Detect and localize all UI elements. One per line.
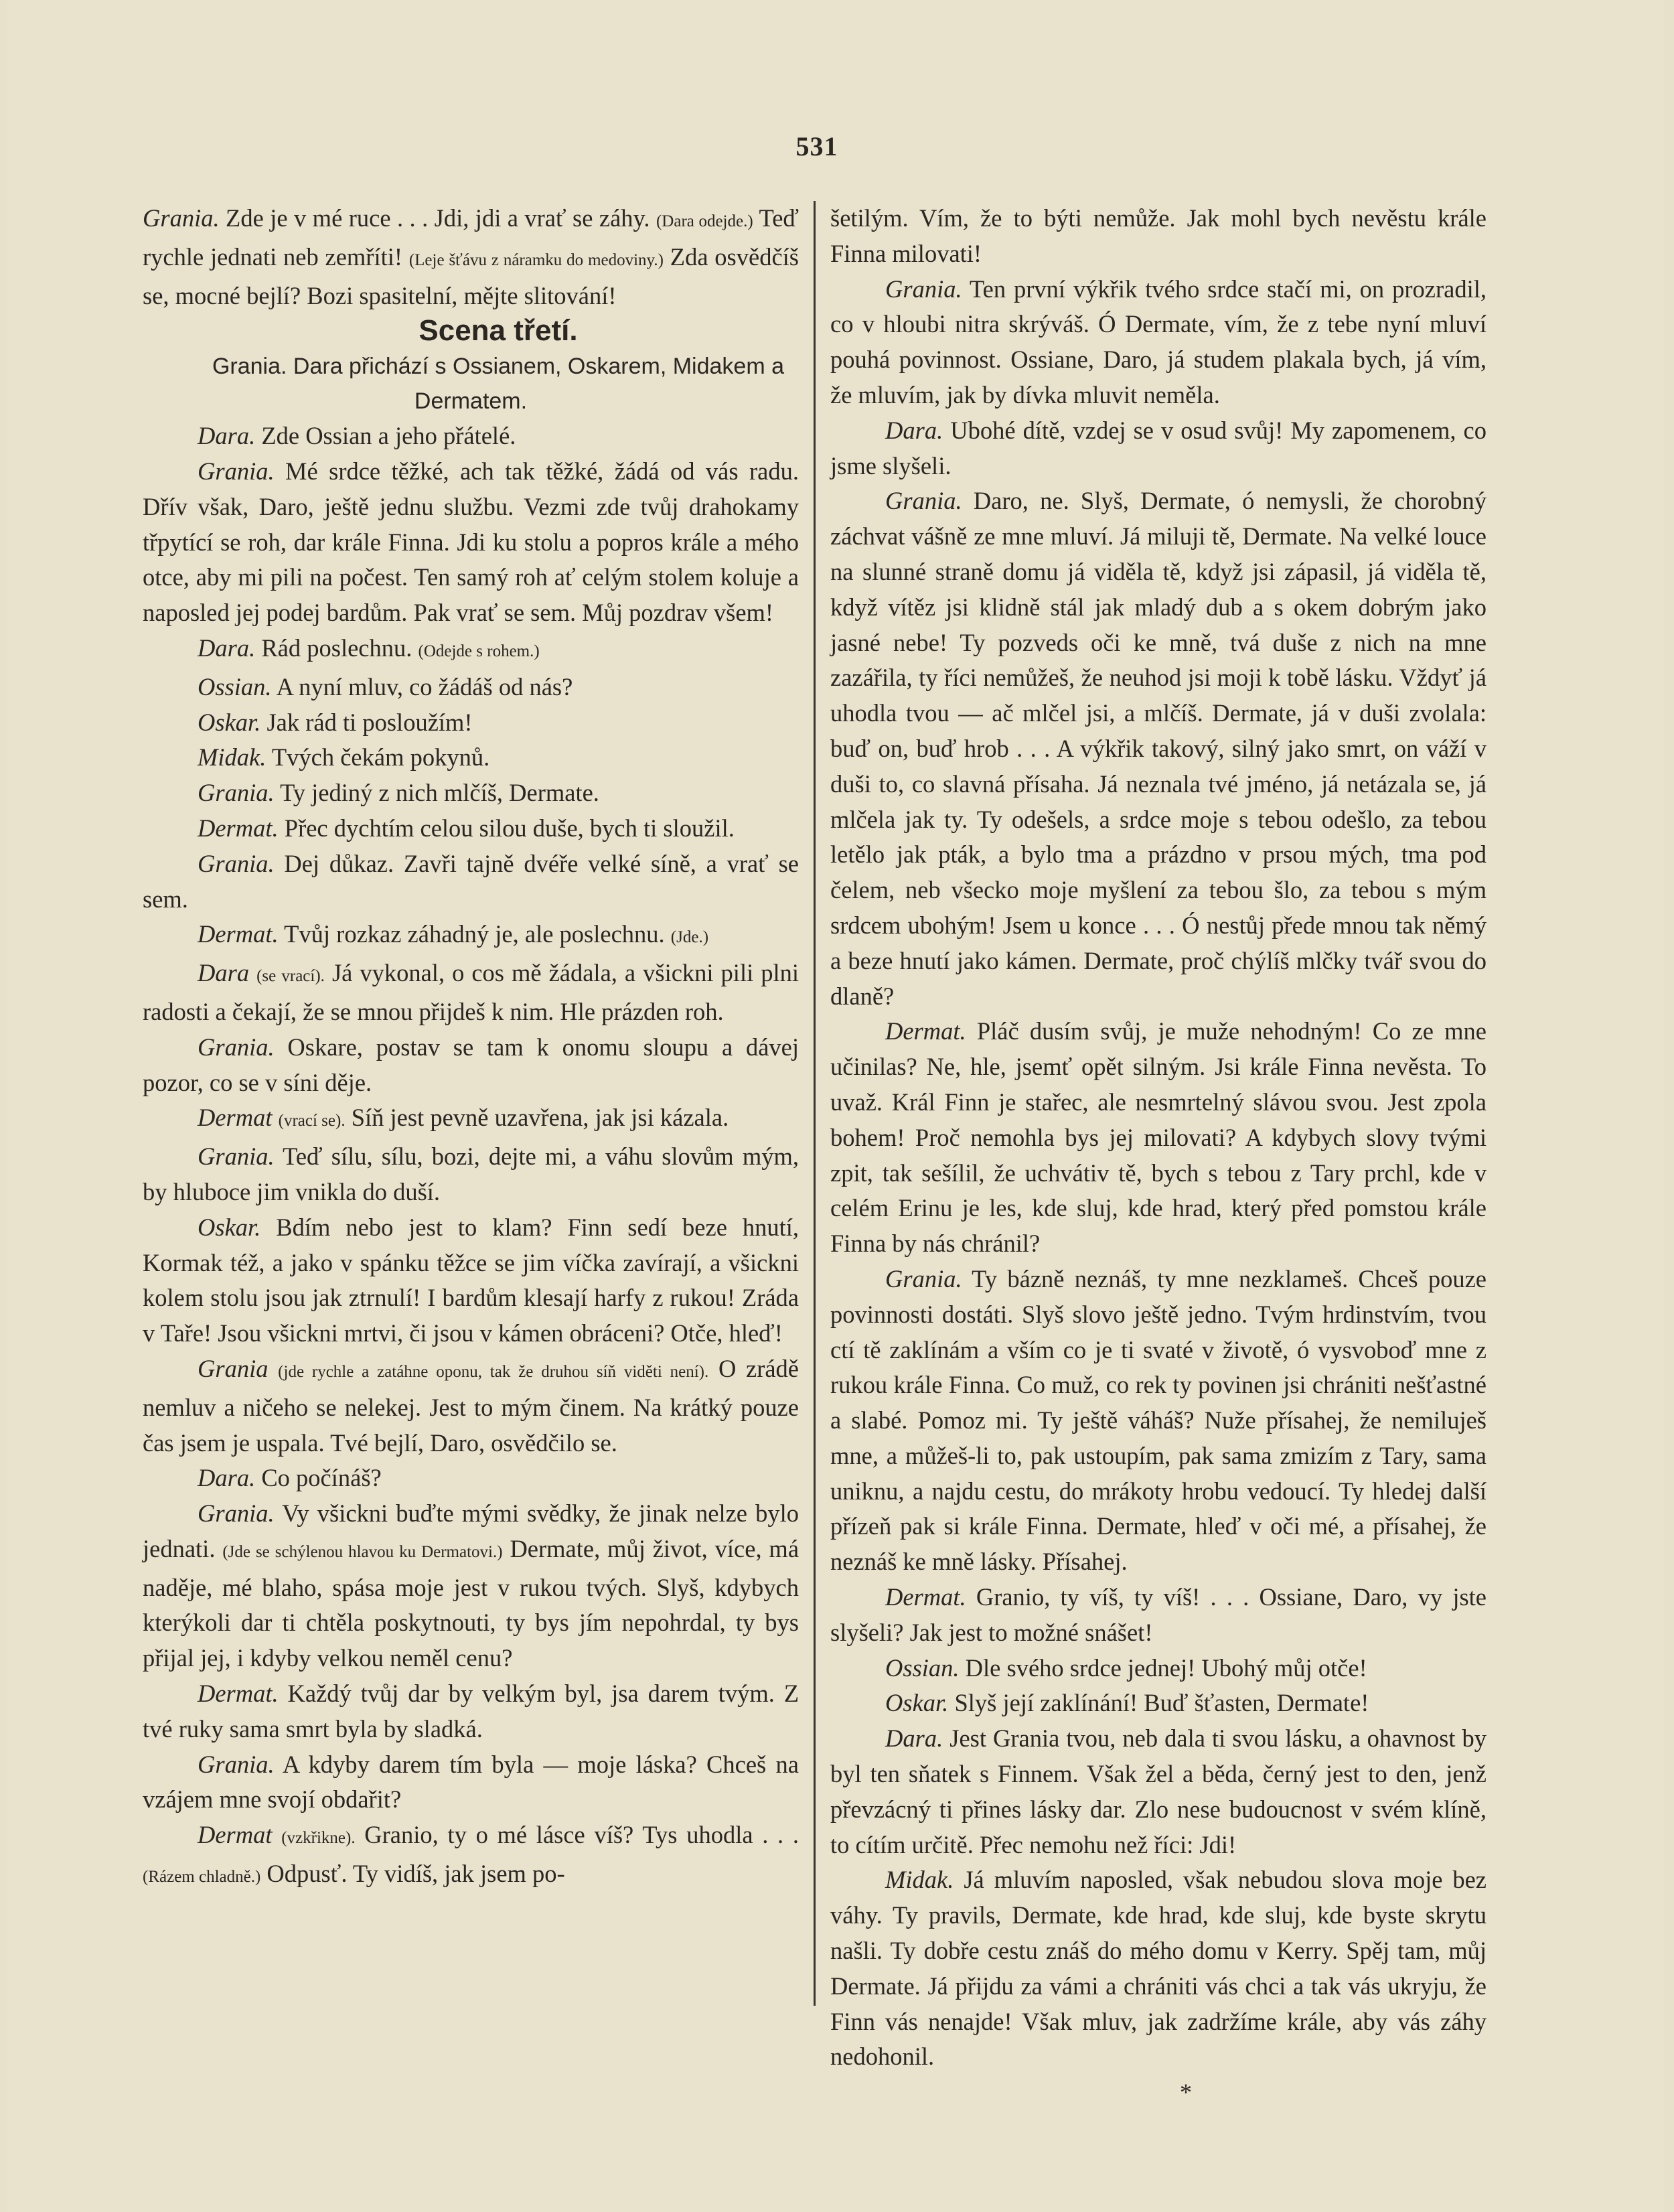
speech-grania-3 [143,776,799,811]
speech-grania-10 [830,272,1487,413]
speech-dara-4 [143,1461,799,1496]
speaker: Dara [198,959,250,987]
speech-grania-5 [143,1030,799,1101]
stage-direction: (Leje šťávu z náramku do medoviny.) [408,250,664,269]
speaker: Dara. [198,1464,256,1492]
speaker: Grania. [198,1142,275,1171]
speech-text: Mé srdce těžké, ach tak těžké, žádá od vás radu. Dřív však, Daro, ještě jednu službu. Vezmi zde tvůj drahokamy třpytící se roh, dar krále Finna. Jdi ku stolu a popros krále a mého otce, aby mi pili na počest. Ten samý roh ať celým stolem koluje a naposled jej podej bardům. Pak vrať se sem. Můj pozdrav všem! [143,457,799,627]
speaker: Dermat. [885,1017,966,1045]
speaker: Midak. [885,1866,954,1894]
speech-text: Jak rád ti posloužím! [267,708,473,736]
speaker: Dermat. [198,920,279,948]
speaker: Ossian. [885,1653,960,1682]
speech-dermat-5 [143,1818,799,1895]
speech-text: Granio, ty o mé lásce víš? Tys uhodla . . . [364,1821,800,1849]
scene-heading: Scena třetí. [418,314,578,348]
stage-direction: (Dara odejde.) [656,212,753,230]
speech-dara-5 [830,413,1487,484]
speaker: Grania. [198,457,275,485]
scene-cast: Grania. Dara přichází s Ossianem, Oskarem, Midakem a Dermatem. [212,354,785,415]
speaker: Oskar. [198,1213,261,1241]
speech-grania-9 [143,1747,799,1818]
speaker: Midak. [198,743,267,771]
column-divider [814,201,816,2006]
speech-text: Já mluvím naposled, však nebudou slova moje bez váhy. Ty pravils, Dermate, kde hrad, kde sluj, kde byste skrytu našli. Ty dobře cestu znáš do mého domu v Kerry. Spěj tam, můj Dermate. Já přijdu za vámi a chrániti vás chci a tak vás ukryju, že Finn vás nenajde! Však mluv, jak zadržíme krále, aby vás záhy nedohonil. [830,1866,1487,2071]
speech-text: Přec dychtím celou silou duše, bych ti sloužil. [284,814,735,842]
speaker: Dermat. [198,814,279,842]
speech-dermat-4 [143,1676,799,1747]
speech-dermat-1 [143,811,799,846]
speaker: Dara. [885,416,943,444]
speech-text: Dej důkaz. Zavři tajně dvéře velké síně, a vrať se sem. [143,849,799,913]
speaker: Dara. [198,634,256,662]
speech-text: Rád poslechnu. [261,634,412,662]
speech-grania-1 [143,201,799,313]
speech-midak-1 [143,740,799,776]
speech-ossian-2 [830,1651,1487,1686]
stage-direction: (se vrací). [256,967,325,986]
speech-text: Odpusť. Ty vidíš, jak jsem po- [267,1860,565,1888]
stage-direction: (Odejde s rohem.) [418,642,540,660]
stage-direction: (Rázem chladně.) [143,1868,261,1887]
speaker: Grania [198,1354,269,1382]
speaker: Dermat. [885,1583,966,1611]
speech-continuation: šetilým. Vím, že to býti nemůže. Jak mohl bych nevěstu krále Finna milovati! [830,204,1487,267]
speech-text: Ten první výkřik tvého srdce stačí mi, on prozradil, co v hloubi nitra skrýváš. Ó Dermate, vím, že z tebe nyní mluví pouhá povinnost. Ossiane, Daro, já studem plakala bych, já vím, že mluvím, jak by dívka mluvit neměla. [830,275,1487,409]
stage-direction: (jde rychle a zatáhne oponu, tak že druhou síň viděti není). [278,1362,709,1381]
speech-text: Slyš její zaklínání! Buď šťasten, Dermate! [954,1689,1369,1717]
speech-text: Ubohé dítě, vzdej se v osud svůj! My zapomenem, co jsme slyšeli. [830,416,1487,480]
speech-text: Daro, ne. Slyš, Dermate, ó nemysli, že chorobný záchvat vášně ze mne mluví. Já miluji tě, Dermate. Na velké louce na slunné straně domu já viděla tě, když jsi zápasil, já viděla tě, když vítěz jsi klidně stál jak mladý dub a s okem dobrým jako jasné nebe! Ty pozveds oči ke mně, tvá duše z nich na mne zazářila, ty říci nemůžeš, že neuhod jsi moji k tobě lásku. Vždyť já uhodla tvou — ač mlčel jsi, a mlčíš. Dermate, já v duši zvolala: buď on, buď hrob . . . A výkřik takový, silný jako smrt, on váží v duši to, co slavná přísaha. Já neznala tvé jméno, já netázala se, já mlčela jak ty. Ty odešels, a srdce moje s tebou odešlo, za tebou letělo jak pták, a bylo tma a prázdno v prsou mých, tma pod čelem, neb všecko moje myšlení za tebou šlo, za tebou s mým srdcem ubohým! Jsem u konce . . . Ó nestůj přede mnou tak němý a beze hnutí jako kámen. Dermate, proč chýlíš mlčky tvář svou do dlaně? [830,487,1487,1010]
speech-grania-7 [143,1351,799,1461]
speech-dara-1 [143,419,799,454]
speech-text: Zda osvědčíš se, mocné bejlí? Bozi spasitelní, mějte slitování! [143,242,799,309]
stage-direction: (vrací se). [278,1112,346,1130]
speaker: Grania. [143,204,220,232]
speaker: Grania. [885,275,962,303]
speech-oskar-2 [143,1210,799,1351]
speaker: Grania. [198,1033,275,1061]
speech-oskar-3 [830,1686,1487,1721]
speech-dermat-6 [830,1014,1487,1262]
speech-text: Zde Ossian a jeho přátelé. [261,422,516,450]
speech-text: Zde je v mé ruce . . . Jdi, jdi a vrať se záhy. [226,204,650,232]
speech-text: Síň jest pevně uzavřena, jak jsi kázala. [351,1104,729,1132]
speaker: Dermat [198,1821,273,1849]
speech-text: Bdím nebo jest to klam? Finn sedí beze hnutí, Kormak též, a jako v spánku těžce se jim víčka zavírají, a všickni kolem stolu jsou jak ztrnulí! I bardům klesají harfy z rukou! Zráda v Taře! Jsou všickni mrtvi, či jsou v kámen obráceni? Otče, hleď! [143,1213,800,1347]
stage-direction: (Jde se schýlenou hlavou ku Dermatovi.) [222,1542,503,1561]
speech-oskar-1 [143,705,799,741]
speech-grania-11 [830,484,1487,1014]
speech-text: Tvých čekám pokynů. [271,743,490,771]
speaker: Dermat [198,1104,273,1132]
speaker: Oskar. [885,1689,949,1717]
speech-text: A nyní mluv, co žádáš od nás? [276,672,573,701]
speech-text: Co počínáš? [261,1464,382,1492]
book-page [7,0,1664,2212]
page-number: 531 [795,131,838,161]
speech-text: Dle svého srdce jednej! Ubohý můj otče! [965,1653,1367,1682]
speaker: Dara. [885,1724,943,1753]
speech-text: Ty jediný z nich mlčíš, Dermate. [280,779,599,807]
speech-text: Oskare, postav se tam k onomu sloupu a dávej pozor, co se v síni děje. [143,1033,800,1096]
speaker: Grania. [885,1264,962,1293]
stage-direction: (vzkřikne). [281,1829,356,1848]
speech-text: Každý tvůj dar by velkým byl, jsa darem tvým. Z tvé ruky sama smrt byla by sladká. [143,1680,800,1743]
speech-text: Jest Grania tvou, neb dala ti svou lásku, a ohavnost by byl ten sňatek s Finnem. Však žel a běda, černý jest to den, jenž převzácný ti přines lásky dar. Zlo nese budoucnost v svém klíně, to cítím určitě. Přec nemohu než říci: Jdi! [830,1724,1487,1858]
speech-text: Já vykonal, o cos mě žádala, a všickni pili plni radosti a čekají, že se mnou přijdeš k nim. Hle prázden roh. [143,959,800,1025]
speech-dermat-7 [830,1580,1487,1651]
speech-text: Tvůj rozkaz záhadný je, ale poslechnu. [284,920,665,948]
speech-text: A kdyby darem tím byla — moje láska? Chceš na vzájem mne svojí obdařit? [143,1750,799,1814]
speaker: Grania. [198,1499,275,1528]
speaker: Grania. [885,487,962,515]
speaker: Oskar. [198,708,261,736]
speech-grania-12 [830,1262,1487,1580]
speech-text: Teď rychle jednati neb zemříti! [143,204,799,271]
speaker: Grania. [198,779,275,807]
speech-dermat-3 [143,1100,799,1139]
speech-grania-2 [143,454,799,631]
end-asterisk: * [1180,2079,1192,2106]
speech-text: Dermate, můj život, více, má naděje, mé blaho, spása moje jest v rukou tvých. Slyš, kdybych kterýkoli dar ti chtěla poskytnouti, ty bys jím nepohrdal, ty bys přijal jej, i kdyby velkou neměl cenu? [143,1534,800,1672]
speech-text: Vy všickni buďte mými svědky, že jinak nelze bylo jednati. [143,1499,800,1562]
speech-dara-3 [143,956,799,1030]
speech-dara-6 [830,1721,1487,1862]
speech-text: Pláč dusím svůj, je muže nehodným! Co ze mne učinilas? Ne, hle, jsemť opět silným. Jsi krále Finna nevěsta. To uvaž. Král Finn je stařec, ale nesmrtelný slávou svou. Jest zpola bohem! Proč nemohla bys jej milovati? A kdybych slovy tvými zpit, tak sešílil, že uchvátiv tě, bych s tebou z Tary prchl, kde v celém Erinu je les, kde sluj, kde hrad, který před pomstou krále Finna by nás chránil? [830,1017,1487,1258]
speech-grania-8 [143,1496,799,1676]
speech-grania-6 [143,1139,799,1210]
speech-text: Granio, ty víš, ty víš! . . . Ossiane, Daro, vy jste slyšeli? Jak jest to možné snášet! [830,1583,1487,1646]
speech-midak-2 [830,1862,1487,2075]
speaker: Grania. [198,849,275,877]
left-column [143,201,799,1895]
speech-ossian-1 [143,670,799,705]
speech-text: Ty bázně neznáš, ty mne nezklameš. Chceš pouze povinnosti dostáti. Slyš slovo ještě jedno. Tvým hrdinstvím, tvou ctí tě zaklínám a vším co je ti svaté v životě, ó vysvoboď mne z rukou krále Finna. Co muž, co rek ty povinen jsi chrániti nešťastné a slabé. Pomoz mi. Ty ještě váháš? Nuže přísahej, že nemiluješ mne, a můžeš-li to, pak ustoupím, pak sama zmizím z Tary, sama uniknu, a najdu cestu, do mrákoty hrobu vedoucí. Ty hledej další přízeň pak si krále Finna. Dermate, hleď v oči mé, a přísahej, že neznáš ke mně lásky. Přísahej. [830,1264,1487,1576]
speaker: Grania. [198,1750,275,1778]
speaker: Ossian. [198,672,272,701]
speech-text: O zrádě nemluv a ničeho se nelekej. Jest to mým činem. Na krátký pouze čas jsem je uspala. Tvé bejlí, Daro, osvědčilo se. [143,1354,800,1457]
speech-dara-2 [143,631,799,670]
stage-direction: (Jde.) [670,928,709,947]
speech-grania-4 [143,846,799,917]
speaker: Dara. [198,422,256,450]
right-column [830,201,1487,2110]
speaker: Dermat. [198,1680,279,1708]
speech-text: Teď sílu, sílu, bozi, dejte mi, a váhu slovům mým, by hluboce jim vnikla do duší. [143,1142,799,1205]
speech-dermat-2 [143,917,799,956]
